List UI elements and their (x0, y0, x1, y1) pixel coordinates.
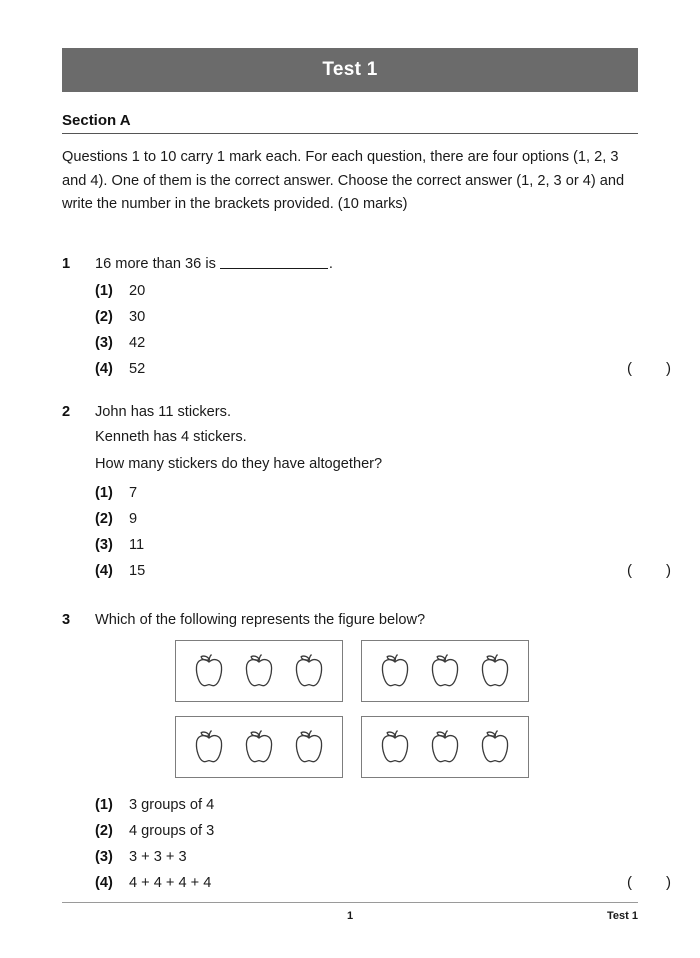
option-text: 11 (129, 537, 145, 553)
option-row[interactable] (95, 506, 638, 532)
question-1-stem-row (62, 252, 638, 276)
option-text: 3 + 3 + 3 (129, 849, 187, 865)
option-label: (3) (95, 537, 113, 553)
option-label: (3) (95, 335, 113, 351)
option-label: (2) (95, 823, 113, 839)
option-row[interactable] (95, 558, 671, 584)
question-1-stem (95, 252, 333, 276)
apple-icon (292, 728, 326, 766)
option-text: 20 (129, 283, 146, 299)
option-row[interactable] (95, 844, 638, 870)
question-2-line-2: Kenneth has 4 stickers. (95, 429, 247, 445)
option-row[interactable] (95, 304, 638, 330)
option-row[interactable] (95, 480, 638, 506)
section-heading: Section A (62, 112, 131, 129)
option-text: 15 (129, 563, 146, 579)
option-row[interactable] (95, 356, 671, 382)
question-2 (62, 400, 671, 584)
option-label: (2) (95, 511, 113, 527)
question-2-number: 2 (62, 404, 71, 420)
bracket-open: ( (627, 874, 632, 891)
question-3-stem: Which of the following represents the figure below? (95, 612, 426, 628)
option-text: 9 (129, 511, 138, 527)
footer-page-number: 1 (346, 910, 354, 922)
footer-divider (62, 902, 638, 903)
section-instructions: Questions 1 to 10 carry 1 mark each. For each question, there are four options (1, 2, 3 and 4). One of them is the correct answer. Choose the correct answer (1, 2, 3 or 4) and write the number in the brackets provided. (10 marks) (62, 149, 625, 212)
question-1-number: 1 (62, 256, 71, 272)
question-2-options (62, 480, 671, 584)
option-label: (4) (95, 361, 113, 377)
option-label: (3) (95, 849, 113, 865)
option-text: 30 (129, 309, 146, 325)
section-divider (62, 133, 638, 134)
apple-group-box (175, 716, 343, 778)
option-text: 4 groups of 3 (129, 823, 215, 839)
question-1-options (62, 278, 671, 382)
option-label: (1) (95, 797, 113, 813)
apple-icon (192, 728, 226, 766)
question-3-stem-row (62, 608, 638, 632)
apple-icon (192, 652, 226, 690)
question-3-number: 3 (62, 612, 71, 628)
option-text: 4 + 4 + 4 + 4 (129, 875, 212, 891)
answer-bracket[interactable] (627, 870, 671, 896)
option-row[interactable] (95, 532, 638, 558)
question-2-line-1: John has 11 stickers. (95, 404, 232, 420)
bracket-open: ( (627, 360, 632, 377)
option-text: 42 (129, 335, 146, 351)
apple-icon (242, 652, 276, 690)
bracket-close: ) (666, 360, 671, 377)
option-row[interactable] (95, 870, 671, 896)
answer-blank[interactable] (220, 255, 328, 269)
question-1 (62, 252, 671, 382)
question-3 (62, 608, 671, 896)
apple-icon (428, 652, 462, 690)
answer-bracket[interactable] (627, 356, 671, 382)
apple-group-box (361, 716, 529, 778)
section-block (62, 112, 638, 134)
answer-bracket[interactable] (627, 558, 671, 584)
apple-group-box (361, 640, 529, 702)
apple-icon (378, 652, 412, 690)
option-text: 52 (129, 361, 146, 377)
apple-icon (478, 728, 512, 766)
apple-group-box (175, 640, 343, 702)
apple-icon (242, 728, 276, 766)
test-title: Test 1 (322, 59, 378, 80)
apple-icon (292, 652, 326, 690)
question-1-stem-text: 16 more than 36 is (95, 256, 216, 272)
option-row[interactable] (95, 330, 638, 356)
question-3-options (62, 792, 671, 896)
test-title-bar (62, 48, 638, 92)
option-row[interactable] (95, 818, 638, 844)
question-2-line-3: How many stickers do they have altogether? (95, 456, 383, 472)
apple-icon (478, 652, 512, 690)
option-row[interactable] (95, 278, 638, 304)
option-row[interactable] (95, 792, 638, 818)
option-label: (4) (95, 563, 113, 579)
option-label: (4) (95, 875, 113, 891)
question-2-stem-row (62, 400, 638, 424)
option-label: (1) (95, 283, 113, 299)
page-footer (62, 910, 638, 930)
bracket-open: ( (627, 562, 632, 579)
apple-icon (428, 728, 462, 766)
apple-figure-grid (175, 640, 638, 778)
option-label: (1) (95, 485, 113, 501)
option-text: 7 (129, 485, 138, 501)
question-1-stem-suffix: . (328, 256, 333, 272)
footer-test-label: Test 1 (607, 910, 638, 922)
apple-icon (378, 728, 412, 766)
option-label: (2) (95, 309, 113, 325)
bracket-close: ) (666, 874, 671, 891)
bracket-close: ) (666, 562, 671, 579)
option-text: 3 groups of 4 (129, 797, 215, 813)
